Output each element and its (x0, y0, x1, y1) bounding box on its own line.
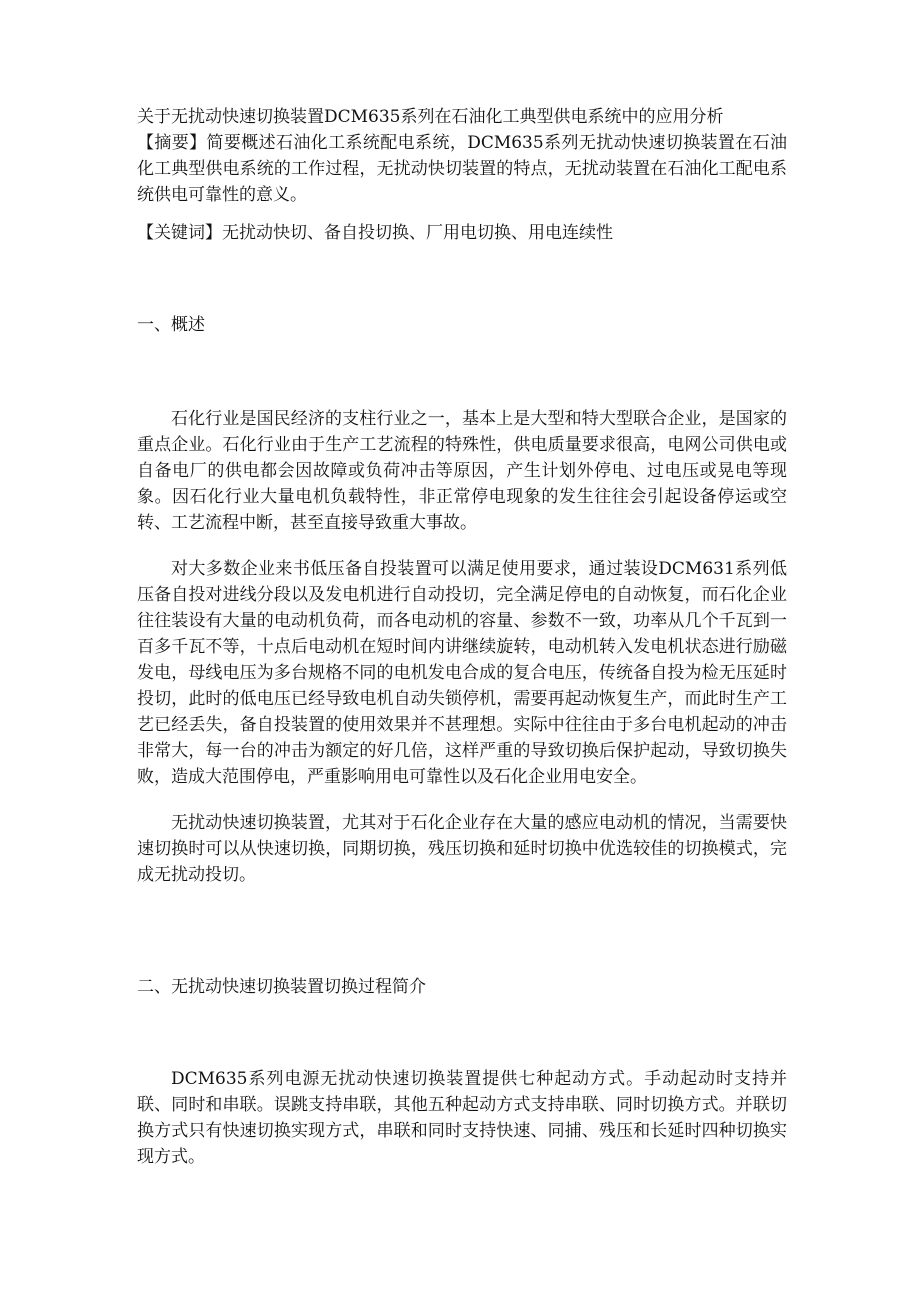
overview-paragraph-1: 石化行业是国民经济的支柱行业之一，基本上是大型和特大型联合企业，是国家的重点企业。石化行业由于生产工艺流程的特殊性，供电质量要求很高，电网公司供电或自备电厂的供电都会因故障或负荷冲击等原因，产生计划外停电、过电压或晃电等现象。因石化行业大量电机负载特性，非正常停电现象的发生往往会引起设备停运或空转、工艺流程中断，甚至直接导致重大事故。 (137, 409, 787, 533)
section-heading-switching-process: 二、无扰动快速切换装置切换过程简介 (137, 977, 426, 997)
keywords: 【关键词】无扰动快切、备自投切换、厂用电切换、用电连续性 (137, 223, 613, 243)
overview-paragraph-2: 对大多数企业来书低压备自投装置可以满足使用要求，通过装设DCM631系列低压备自投对进线分段以及发电机进行自动投切，完全满足停电的自动恢复，而石化企业往往装设有大量的电动机负荷，而各电动机的容量、参数不一致，功率从几个千瓦到一百多千瓦不等，十点后电动机在短时间内讲继续旋转，电动机转入发电机状态进行励磁发电，母线电压为多台规格不同的电机发电合成的复合电压，传统备自投为检无压延时投切，此时的低电压已经导致电机自动失锁停机，需要再起动恢复生产，而此时生产工艺已经丢失，备自投装置的使用效果并不甚理想。实际中往往由于多台电机起动的冲击非常大，每一台的冲击为额定的好几倍，这样严重的导致切换后保护起动，导致切换失败，造成大范围停电，严重影响用电可靠性以及石化企业用电安全。 (137, 559, 787, 787)
overview-paragraph-3: 无扰动快速切换装置，尤其对于石化企业存在大量的感应电动机的情况，当需要快速切换时可以从快速切换，同期切换，残压切换和延时切换中优选较佳的切换模式，完成无扰动投切。 (137, 813, 787, 885)
document-title: 关于无扰动快速切换装置DCM635系列在石油化工典型供电系统中的应用分析 (137, 107, 724, 127)
abstract: 【摘要】简要概述石油化工系统配电系统，DCM635系列无扰动快速切换装置在石油化工典型供电系统的工作过程，无扰动快切装置的特点，无扰动装置在石油化工配电系统供电可靠性的意义。 (137, 133, 787, 205)
section-heading-overview: 一、概述 (137, 315, 205, 335)
document-page (137, 104, 787, 1170)
switching-process-paragraph-1: DCM635系列电源无扰动快速切换装置提供七种起动方式。手动起动时支持并联、同时和串联。误跳支持串联，其他五种起动方式支持串联、同时切换方式。并联切换方式只有快速切换实现方式，串联和同时支持快速、同捕、残压和长延时四种切换实现方式。 (137, 1069, 787, 1167)
